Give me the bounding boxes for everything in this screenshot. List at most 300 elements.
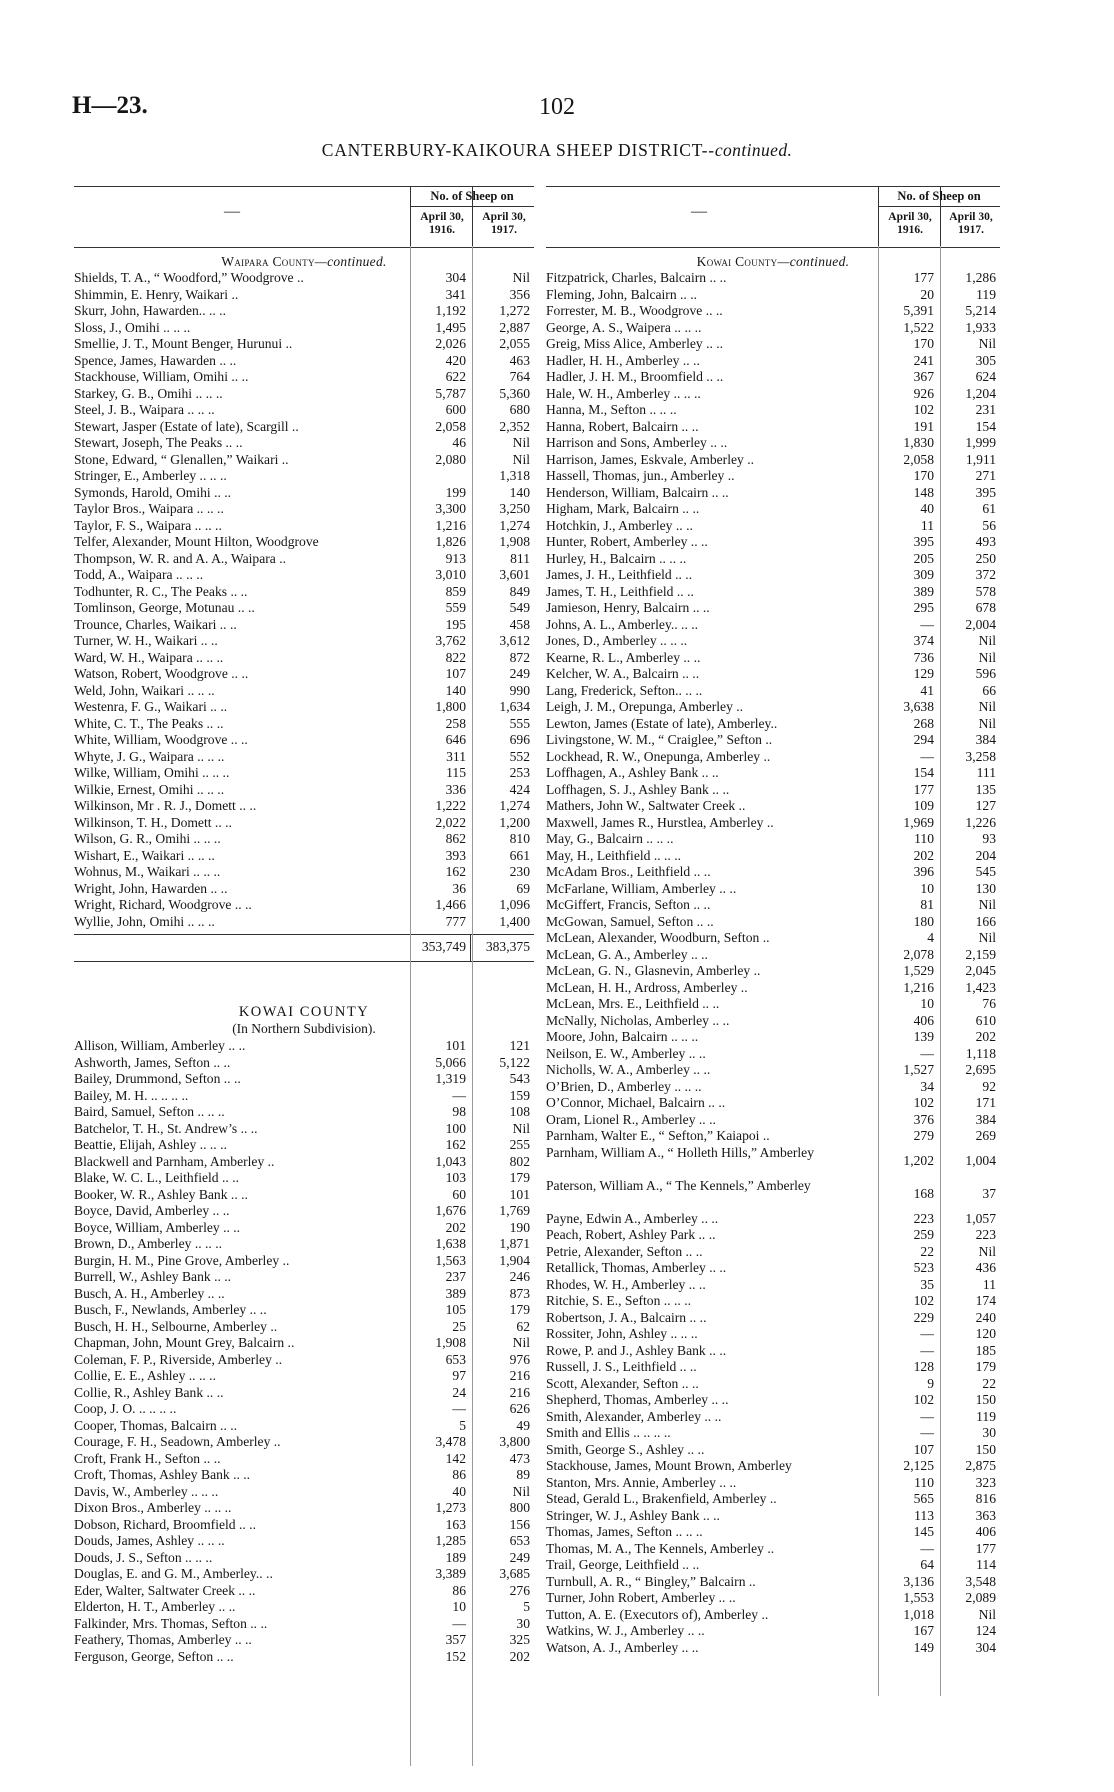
sheep-1916: 1,043: [435, 1153, 466, 1169]
sheep-1917: 2,352: [499, 418, 530, 434]
table-row: [546, 716, 1000, 733]
owner-name: Petrie, Alexander, Sefton .. ..: [546, 1243, 703, 1259]
sheep-1917: 1,200: [499, 814, 530, 830]
sheep-1916: 46: [452, 435, 466, 450]
sheep-1917: 552: [509, 748, 530, 764]
table-row: [74, 1566, 534, 1583]
table-row: [546, 1640, 1000, 1657]
owner-name: Ferguson, George, Sefton .. ..: [74, 1648, 234, 1664]
table-row: [74, 716, 534, 733]
sheep-1916: 926: [913, 385, 934, 401]
sheep-1916: 395: [913, 534, 934, 549]
sheep-1916: 24: [452, 1384, 466, 1400]
owner-name: McGowan, Samuel, Sefton .. ..: [546, 913, 714, 929]
owner-name: Tutton, A. E. (Executors of), Amberley ..: [546, 1606, 769, 1622]
owner-name: Cooper, Thomas, Balcairn .. ..: [74, 1417, 238, 1433]
table-row: [546, 1029, 1000, 1046]
table-row: [74, 1368, 534, 1385]
sheep-1916: 101: [445, 1038, 466, 1053]
sheep-1916: 103: [445, 1170, 466, 1185]
sheep-1917: 1,911: [965, 451, 996, 467]
sheep-1917: 124: [975, 1623, 996, 1638]
sheep-1916: 367: [913, 369, 934, 384]
table-row: [74, 1401, 534, 1418]
sheep-1916: 1,216: [435, 517, 466, 533]
table-row: [546, 1046, 1000, 1063]
sheep-1917: 1,999: [965, 435, 996, 450]
total-1916: 353,749: [421, 939, 466, 954]
table-row: [546, 1128, 1000, 1145]
sheep-1916: 162: [445, 1137, 466, 1152]
sheep-1917: 66: [982, 682, 996, 698]
sheep-1916: 304: [445, 270, 466, 285]
table-row: [74, 600, 534, 617]
sheep-1917: 395: [975, 484, 996, 500]
owner-name: Taylor Bros., Waipara .. .. ..: [74, 501, 224, 516]
sheep-1917: 578: [975, 583, 996, 599]
sheep-1917: 93: [982, 831, 996, 846]
table-row: [74, 1500, 534, 1517]
table-row: [74, 1170, 534, 1187]
owner-name: Russell, J. S., Leithfield .. ..: [546, 1359, 697, 1374]
owner-name: Wright, John, Hawarden .. ..: [74, 880, 228, 896]
owner-name: McNally, Nicholas, Amberley .. ..: [546, 1012, 730, 1028]
owner-name: Wilkie, Ernest, Omihi .. .. ..: [74, 781, 225, 797]
sheep-1917: 555: [509, 715, 530, 731]
sheep-1916: 622: [445, 369, 466, 384]
owner-name: Baird, Samuel, Sefton .. .. ..: [74, 1104, 225, 1119]
sheep-1916: 107: [913, 1441, 934, 1457]
sheep-1917: 1,634: [499, 699, 530, 714]
sheep-1917: 1,118: [965, 1045, 996, 1061]
table-row: [546, 815, 1000, 832]
table-row: [74, 1104, 534, 1121]
table-row: [546, 567, 1000, 584]
sheep-1917: 11: [982, 1276, 996, 1292]
table-row: [546, 1326, 1000, 1343]
owner-name: Shields, T. A., “ Woodford,” Woodgrove ..: [74, 270, 304, 285]
sheep-1916: 102: [913, 1293, 934, 1308]
owner-name: Livingstone, W. M., “ Craiglee,” Sefton ..: [546, 732, 773, 747]
sheep-1917: 119: [976, 1408, 996, 1424]
sheep-1916: 22: [920, 1243, 934, 1259]
section-heading: Waipara County—continued.: [221, 254, 387, 269]
sheep-1917: Nil: [978, 649, 996, 665]
left-column-rule: [472, 246, 473, 1766]
sheep-1917: 2,887: [499, 319, 530, 335]
sheep-1916: —: [920, 1326, 934, 1341]
sheep-1917: 596: [975, 666, 996, 681]
sheep-1917: 372: [975, 567, 996, 582]
owner-name: Hanna, Robert, Balcairn .. ..: [546, 418, 699, 434]
table-row: [546, 584, 1000, 601]
table-row: [546, 1178, 1000, 1211]
kowai-county-subheading: (In Northern Subdivision).: [232, 1021, 376, 1036]
owner-name: Collie, E. E., Ashley .. .. ..: [74, 1368, 216, 1383]
owner-name: Fitzpatrick, Charles, Balcairn .. ..: [546, 270, 727, 285]
sheep-1916: 913: [445, 550, 466, 566]
sheep-1917: 458: [509, 616, 530, 632]
sheep-1917: 5,214: [965, 303, 996, 318]
sheep-1917: 678: [975, 600, 996, 615]
table-row: [546, 1458, 1000, 1475]
sheep-1916: 152: [445, 1648, 466, 1664]
owner-name: Turnbull, A. R., “ Bingley,” Balcairn ..: [546, 1573, 756, 1589]
sheep-1916: —: [920, 1408, 934, 1424]
sheep-1917: 127: [975, 798, 996, 813]
sheep-1917: 545: [975, 864, 996, 879]
sheep-1917: 120: [975, 1326, 996, 1341]
sheep-1916: 268: [913, 715, 934, 731]
table-row: [546, 303, 1000, 320]
sheep-1917: 3,250: [499, 501, 530, 516]
owner-name: Croft, Thomas, Ashley Bank .. ..: [74, 1467, 251, 1482]
table-row: [546, 551, 1000, 568]
sheep-1916: 229: [913, 1309, 934, 1325]
sheep-1917: 424: [509, 781, 530, 797]
table-row: [74, 1088, 534, 1105]
table-row: [74, 782, 534, 799]
owner-name: Rhodes, W. H., Amberley .. ..: [546, 1276, 706, 1292]
table-row: [546, 881, 1000, 898]
table-row: [74, 633, 534, 650]
owner-name: Retallick, Thomas, Amberley .. ..: [546, 1260, 727, 1275]
owner-name: Wilkinson, T. H., Domett .. ..: [74, 814, 232, 830]
sheep-1917: 3,800: [499, 1434, 530, 1449]
sheep-1917: 661: [509, 847, 530, 863]
left-table-header: [74, 186, 534, 248]
sheep-1917: 976: [509, 1351, 530, 1367]
owner-name: McLean, G. A., Amberley .. ..: [546, 946, 708, 962]
owner-name: McLean, Mrs. E., Leithfield .. ..: [546, 996, 720, 1011]
sheep-1916: 1,830: [903, 435, 934, 450]
sheep-1917: 121: [509, 1038, 530, 1053]
sheep-1917: 150: [975, 1392, 996, 1407]
table-row: [546, 1623, 1000, 1640]
sheep-1917: 1,904: [499, 1252, 530, 1268]
sheep-1916: 149: [913, 1639, 934, 1655]
sheep-1916: 34: [920, 1078, 934, 1094]
table-row: [546, 1475, 1000, 1492]
table-row: [74, 1187, 534, 1204]
table-row: [74, 468, 534, 485]
table-row: [74, 270, 534, 287]
sheep-1917: Nil: [978, 633, 996, 648]
sheep-1916: 167: [913, 1623, 934, 1638]
table-row: [74, 303, 534, 320]
table-row: [74, 1038, 534, 1055]
page-reference: H—23.: [72, 92, 148, 119]
sheep-1916: 102: [913, 402, 934, 417]
sheep-1917: 156: [509, 1516, 530, 1532]
owner-name: Dobson, Richard, Broomfield .. ..: [74, 1516, 256, 1532]
sheep-1917: 1,769: [499, 1203, 530, 1218]
owner-name: Telfer, Alexander, Mount Hilton, Woodgrove: [74, 534, 319, 549]
owner-name: Greig, Miss Alice, Amberley .. ..: [546, 336, 724, 351]
sheep-1916: 295: [913, 600, 934, 615]
table-row: [74, 1335, 534, 1352]
sheep-1916: 142: [445, 1450, 466, 1466]
table-row: [74, 1269, 534, 1286]
table-row: [74, 1302, 534, 1319]
sheep-1917: 990: [509, 682, 530, 698]
sheep-1917: Nil: [512, 1120, 530, 1136]
table-row: [546, 1491, 1000, 1508]
sheep-1916: 97: [452, 1368, 466, 1383]
owner-name: Nicholls, W. A., Amberley .. ..: [546, 1062, 711, 1077]
table-row: [546, 1392, 1000, 1409]
table-row: [74, 732, 534, 749]
table-row: [74, 1533, 534, 1550]
table-row: [546, 1062, 1000, 1079]
title-dash: --: [701, 140, 715, 160]
sheep-1916: 5,066: [435, 1054, 466, 1070]
sheep-1917: 384: [975, 732, 996, 747]
owner-name: McFarlane, William, Amberley .. ..: [546, 880, 737, 896]
left-table-body: [74, 270, 534, 930]
table-row: [74, 1319, 534, 1336]
sheep-1916: 86: [452, 1467, 466, 1482]
sheep-1916: 170: [913, 336, 934, 351]
sheep-1916: 1,638: [435, 1236, 466, 1251]
table-row: [74, 369, 534, 386]
owner-name: Brown, D., Amberley .. .. ..: [74, 1236, 223, 1251]
sheep-1916: 777: [445, 913, 466, 929]
table-row: [546, 402, 1000, 419]
sheep-1916: 1,018: [903, 1606, 934, 1622]
table-row: [74, 567, 534, 584]
owner-name: McLean, Alexander, Woodburn, Sefton ..: [546, 930, 770, 945]
owner-name: O’Connor, Michael, Balcairn .. ..: [546, 1095, 726, 1110]
owner-name: Busch, H. H., Selbourne, Amberley ..: [74, 1318, 278, 1334]
sheep-1916: 1,522: [903, 319, 934, 335]
sheep-1916: 110: [914, 831, 934, 846]
sheep-1916: 191: [913, 418, 934, 434]
header-dash: —: [224, 203, 240, 220]
table-row: [74, 1649, 534, 1666]
table-row: [546, 633, 1000, 650]
owner-name: Wilson, G. R., Omihi .. .. ..: [74, 831, 221, 846]
sheep-1917: 223: [975, 1227, 996, 1242]
sheep-1916: 1,527: [903, 1062, 934, 1077]
owner-name: Rossiter, John, Ashley .. .. ..: [546, 1326, 698, 1341]
header-dash: —: [691, 203, 707, 220]
owner-name: Peach, Robert, Ashley Park .. ..: [546, 1227, 716, 1242]
table-row: [546, 963, 1000, 980]
sheep-1916: —: [920, 748, 934, 764]
table-row: [74, 1137, 534, 1154]
sheep-1917: 177: [975, 1540, 996, 1556]
owner-name: Stone, Edward, “ Glenallen,” Waikari ..: [74, 451, 289, 467]
table-row: [74, 683, 534, 700]
sheep-1916: 20: [920, 286, 934, 302]
table-row: [74, 699, 534, 716]
sheep-1916: 129: [913, 666, 934, 681]
sheep-1916: 653: [445, 1351, 466, 1367]
sheep-1916: 1,216: [903, 979, 934, 995]
sheep-1917: 271: [975, 468, 996, 483]
sheep-1916: 1,529: [903, 963, 934, 978]
sheep-1916: 128: [913, 1359, 934, 1374]
table-row: [74, 336, 534, 353]
sheep-1917: 37: [982, 1185, 996, 1201]
sheep-1917: 269: [975, 1128, 996, 1143]
sheep-1916: 10: [920, 996, 934, 1011]
header-year-1916: April 30, 1916.: [420, 211, 464, 236]
owner-name: Collie, R., Ashley Bank .. ..: [74, 1384, 224, 1400]
table-row: [74, 1203, 534, 1220]
table-row: [546, 270, 1000, 287]
table-row: [546, 1508, 1000, 1525]
owner-name: Maxwell, James R., Hurstlea, Amberley ..: [546, 814, 774, 830]
table-row: [546, 1376, 1000, 1393]
table-row: [74, 864, 534, 881]
sheep-1916: 202: [913, 847, 934, 863]
table-row: [546, 914, 1000, 931]
table-row: [546, 782, 1000, 799]
header-group-label: No. of Sheep on: [878, 189, 1000, 207]
sheep-1916: 736: [913, 649, 934, 665]
table-row: [74, 798, 534, 815]
sheep-1916: 35: [920, 1276, 934, 1292]
table-row: [74, 485, 534, 502]
owner-name: Loffhagen, S. J., Ashley Bank .. ..: [546, 781, 730, 797]
table-row: [546, 369, 1000, 386]
owner-name: Batchelor, T. H., St. Andrew’s .. ..: [74, 1120, 258, 1136]
sheep-1917: 1,204: [965, 385, 996, 401]
sheep-1916: —: [920, 616, 934, 632]
table-row: [546, 1079, 1000, 1096]
owner-name: Wright, Richard, Woodgrove .. ..: [74, 897, 252, 912]
owner-name: Bailey, M. H. .. .. .. ..: [74, 1087, 189, 1103]
owner-name: Thomas, M. A., The Kennels, Amberley ..: [546, 1540, 775, 1556]
owner-name: Stewart, Jasper (Estate of late), Scargill ..: [74, 418, 299, 434]
sheep-1916: 357: [445, 1632, 466, 1647]
table-row: [546, 1524, 1000, 1541]
sheep-1917: 231: [975, 402, 996, 417]
table-row: [546, 930, 1000, 947]
sheep-1917: 849: [509, 583, 530, 599]
owner-name: Watson, A. J., Amberley .. ..: [546, 1639, 699, 1655]
owner-name: Douglas, E. and G. M., Amberley.. ..: [74, 1566, 273, 1581]
owner-name: McAdam Bros., Leithfield .. ..: [546, 864, 711, 879]
owner-name: Parnham, Walter E., “ Sefton,” Kaiapoi ..: [546, 1128, 770, 1143]
sheep-1917: 202: [975, 1029, 996, 1044]
sheep-1916: 822: [445, 649, 466, 665]
owner-name: Chapman, John, Mount Grey, Balcairn ..: [74, 1335, 295, 1350]
sheep-1916: 565: [913, 1491, 934, 1506]
sheep-1917: 493: [975, 534, 996, 549]
sheep-1917: Nil: [978, 930, 996, 945]
owner-name: Oram, Lionel R., Amberley .. ..: [546, 1111, 716, 1127]
owner-name: Leigh, J. M., Orepunga, Amberley ..: [546, 699, 744, 714]
header-group-label: No. of Sheep on: [410, 189, 534, 207]
table-row: [546, 353, 1000, 370]
owner-name: Smith and Ellis .. .. .. ..: [546, 1425, 671, 1440]
sheep-1917: 2,055: [499, 336, 530, 351]
sheep-1917: 61: [982, 501, 996, 516]
table-row: [74, 1352, 534, 1369]
owner-name: May, G., Balcairn .. .. ..: [546, 831, 674, 846]
owner-name: Ashworth, James, Sefton .. ..: [74, 1054, 231, 1070]
sheep-1917: 3,601: [499, 567, 530, 582]
table-row: [546, 1145, 1000, 1178]
sheep-1916: 36: [452, 880, 466, 896]
sheep-1916: 40: [452, 1483, 466, 1499]
table-row: [546, 501, 1000, 518]
table-row: [546, 1013, 1000, 1030]
sheep-1917: 202: [509, 1648, 530, 1664]
owner-name: Stewart, Joseph, The Peaks .. ..: [74, 435, 243, 450]
owner-name: McGiffert, Francis, Sefton .. ..: [546, 897, 711, 912]
sheep-1917: 114: [976, 1557, 996, 1572]
owner-name: Elderton, H. T., Amberley .. ..: [74, 1599, 236, 1614]
sheep-1917: 30: [982, 1425, 996, 1440]
table-row: [546, 897, 1000, 914]
sheep-1916: 107: [445, 666, 466, 681]
sheep-1916: —: [452, 1087, 466, 1103]
table-row: [74, 1236, 534, 1253]
sheep-1916: 86: [452, 1582, 466, 1598]
owner-name: Douds, J. S., Sefton .. .. ..: [74, 1549, 213, 1565]
sheep-1916: 1,908: [435, 1335, 466, 1350]
owner-name: Stringer, W. J., Ashley Bank .. ..: [546, 1507, 720, 1523]
sheep-1916: 81: [920, 897, 934, 912]
sheep-1917: 49: [516, 1417, 530, 1433]
owner-name: Blake, W. C. L., Leithfield .. ..: [74, 1170, 239, 1185]
table-row: [74, 650, 534, 667]
table-row: [74, 1451, 534, 1468]
sheep-1916: 859: [445, 583, 466, 599]
sheep-1917: 253: [509, 765, 530, 780]
left-column: [74, 186, 534, 1665]
sheep-1916: 25: [452, 1318, 466, 1334]
sheep-1916: 162: [445, 864, 466, 879]
sheep-1916: 189: [445, 1549, 466, 1565]
table-row: [546, 1310, 1000, 1327]
sheep-1916: 1,800: [435, 699, 466, 714]
table-row: [74, 1055, 534, 1072]
table-row: [546, 650, 1000, 667]
sheep-1916: 3,300: [435, 501, 466, 516]
sheep-1917: 2,089: [965, 1590, 996, 1605]
sheep-1917: 680: [509, 402, 530, 417]
owner-name: Westenra, F. G., Waikari .. ..: [74, 699, 228, 714]
owner-name: Todd, A., Waipara .. .. ..: [74, 567, 204, 582]
sheep-1917: Nil: [978, 897, 996, 912]
sheep-1916: 1,969: [903, 814, 934, 830]
sheep-1916: 393: [445, 847, 466, 863]
table-row: [546, 435, 1000, 452]
sheep-1916: 105: [445, 1302, 466, 1317]
sheep-1917: Nil: [512, 270, 530, 285]
owner-name: Burrell, W., Ashley Bank .. ..: [74, 1269, 232, 1284]
sheep-1917: 249: [509, 1549, 530, 1565]
sheep-1916: 2,058: [435, 418, 466, 434]
table-row: [546, 1227, 1000, 1244]
sheep-1916: 145: [913, 1524, 934, 1539]
table-row: [546, 1442, 1000, 1459]
table-row: [546, 732, 1000, 749]
owner-name: Sloss, J., Omihi .. .. ..: [74, 319, 191, 335]
owner-name: Wohnus, M., Waikari .. .. ..: [74, 864, 221, 879]
table-row: [74, 617, 534, 634]
table-row: [74, 287, 534, 304]
sheep-1917: 653: [509, 1533, 530, 1548]
sheep-1916: 11: [920, 517, 934, 533]
sheep-1917: 305: [975, 352, 996, 368]
table-row: [74, 815, 534, 832]
